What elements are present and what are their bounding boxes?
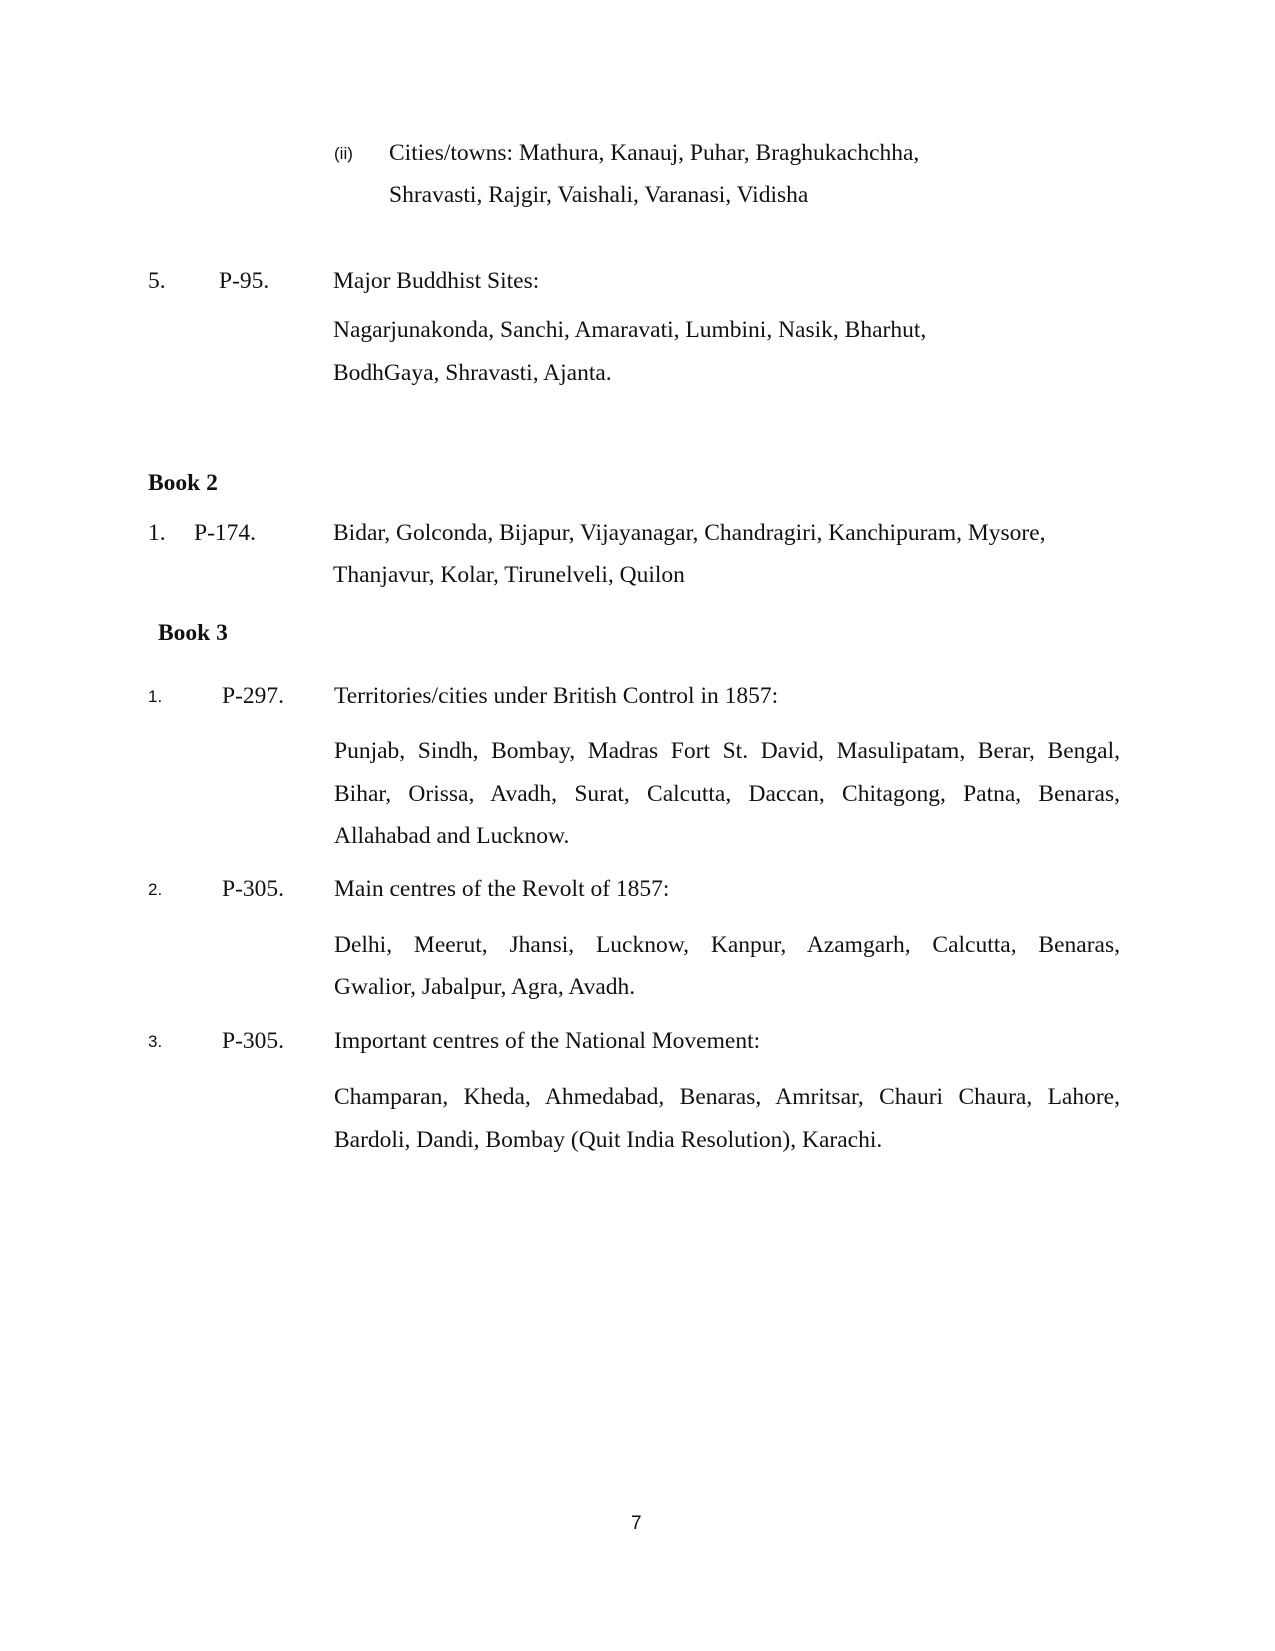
book-3-item-1-number: 1. <box>148 687 163 706</box>
book-3-heading: Book 3 <box>158 620 228 646</box>
british-control-line-3: Allahabad and Lucknow. <box>334 823 570 849</box>
book-3-item-3-title: Important centres of the National Movement: <box>334 1028 761 1054</box>
item-5-title: Major Buddhist Sites: <box>333 268 540 294</box>
british-control-line-2: Bihar, Orissa, Avadh, Surat, Calcutta, Daccan, Chitagong, Patna, Benaras, <box>334 781 1120 807</box>
sub-item-marker: (ii) <box>334 144 353 163</box>
book-2-item-1-number: 1. <box>148 520 166 546</box>
british-control-line-1: Punjab, Sindh, Bombay, Madras Fort St. David, Masulipatam, Berar, Bengal, <box>334 738 1120 764</box>
book-3-item-3-number: 3. <box>148 1032 163 1051</box>
book-2-item-1-line-2: Thanjavur, Kolar, Tirunelveli, Quilon <box>333 562 685 588</box>
book-2-item-1-page-ref: P-174. <box>194 520 257 546</box>
buddhist-sites-line-2: BodhGaya, Shravasti, Ajanta. <box>333 360 612 386</box>
cities-towns-line-2: Shravasti, Rajgir, Vaishali, Varanasi, Vidisha <box>389 182 809 208</box>
book-2-heading: Book 2 <box>148 470 218 496</box>
revolt-centres-line-2: Gwalior, Jabalpur, Agra, Avadh. <box>334 974 636 1000</box>
revolt-centres-line-1: Delhi, Meerut, Jhansi, Lucknow, Kanpur, Azamgarh, Calcutta, Benaras, <box>334 932 1120 958</box>
book-3-item-2-number: 2. <box>148 880 163 899</box>
book-2-item-1-line-1: Bidar, Golconda, Bijapur, Vijayanagar, Chandragiri, Kanchipuram, Mysore, <box>333 520 1046 546</box>
book-3-item-1-title: Territories/cities under British Control in 1857: <box>334 683 779 709</box>
cities-towns-line-1: Cities/towns: Mathura, Kanauj, Puhar, Braghukachchha, <box>389 140 920 166</box>
buddhist-sites-line-1: Nagarjunakonda, Sanchi, Amaravati, Lumbini, Nasik, Bharhut, <box>333 317 927 343</box>
book-3-item-2-page-ref: P-305. <box>222 876 285 902</box>
national-movement-line-2: Bardoli, Dandi, Bombay (Quit India Resolution), Karachi. <box>334 1127 883 1153</box>
national-movement-line-1: Champaran, Kheda, Ahmedabad, Benaras, Amritsar, Chauri Chaura, Lahore, <box>334 1084 1120 1110</box>
item-5-page-ref: P-95. <box>219 268 270 294</box>
book-3-item-1-page-ref: P-297. <box>222 683 285 709</box>
book-3-item-3-page-ref: P-305. <box>222 1028 285 1054</box>
book-3-item-2-title: Main centres of the Revolt of 1857: <box>334 876 670 902</box>
item-5-number: 5. <box>148 268 166 294</box>
page-number: 7 <box>631 1513 642 1534</box>
